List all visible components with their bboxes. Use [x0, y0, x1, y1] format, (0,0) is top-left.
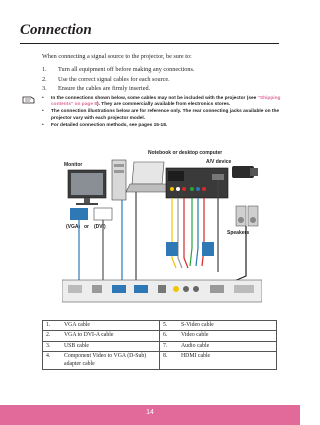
dvi-label: (DVI) — [94, 224, 106, 230]
step-item: 3. Ensure the cables are firmly inserted. — [42, 85, 151, 92]
note-item: • In the connections shown below, some cables may not be included with the projector (see "Shipping contents" on page 8). They are commercially available from electronics stores. — [42, 96, 282, 109]
speakers-image — [236, 206, 258, 226]
legend-item: 5. S-Video cable — [163, 322, 214, 328]
connection-diagram — [62, 148, 262, 312]
monitor-label: Monitor — [64, 162, 83, 168]
dvi-port-icon — [94, 208, 112, 220]
shipping-contents-link[interactable]: "Shipping contents" on page 8 — [51, 96, 281, 108]
or-label: or — [84, 224, 89, 230]
step-item: 1. Turn all equipment off before making any connections. — [42, 66, 195, 73]
page-title: Connection — [20, 22, 92, 38]
legend-item: 7. Audio cable — [163, 342, 210, 349]
legend-item: 2. VGA to DVI-A cable — [46, 332, 114, 339]
legend-item: 3. USB cable — [46, 342, 89, 349]
note-list — [42, 96, 282, 130]
notebook-label: Notebook or desktop computer — [148, 150, 223, 156]
speakers-label: Speakers — [227, 230, 250, 236]
cable-legend-table — [42, 320, 277, 370]
laptop-image — [126, 162, 170, 192]
title-rule — [20, 43, 279, 44]
av-device-image — [166, 166, 258, 198]
note-icon — [22, 96, 36, 104]
vga-port-icon — [70, 208, 88, 220]
vga-label: (VGA) — [66, 224, 81, 230]
projector-rear-panel — [62, 280, 262, 302]
component-adapter-icon — [166, 242, 178, 256]
monitor-image — [68, 170, 106, 205]
desktop-computer-image — [112, 160, 126, 200]
legend-item: 8. HDMI cable — [163, 353, 211, 360]
av-device-label: A/V device — [206, 159, 232, 165]
legend-item: 4. Component Video to VGA (D-Sub) adapter cable — [46, 353, 147, 367]
page-number: 14 — [146, 409, 154, 416]
legend-item: 6. Video cable — [163, 332, 209, 339]
legend-item: 1. VGA cable — [46, 322, 90, 328]
note-item: • The connection illustrations below are for reference only. The rear connecting jacks available on the projector vary with each projector model. — [42, 109, 282, 122]
intro-text: When connecting a signal source to the projector, be sure to: — [42, 53, 192, 60]
component-adapter-icon — [202, 242, 214, 256]
connection-steps — [42, 65, 194, 94]
step-item: 2. Use the correct signal cables for each source. — [42, 75, 170, 83]
note-item: • For detailed connection methods, see pages 15-18. — [42, 123, 282, 129]
